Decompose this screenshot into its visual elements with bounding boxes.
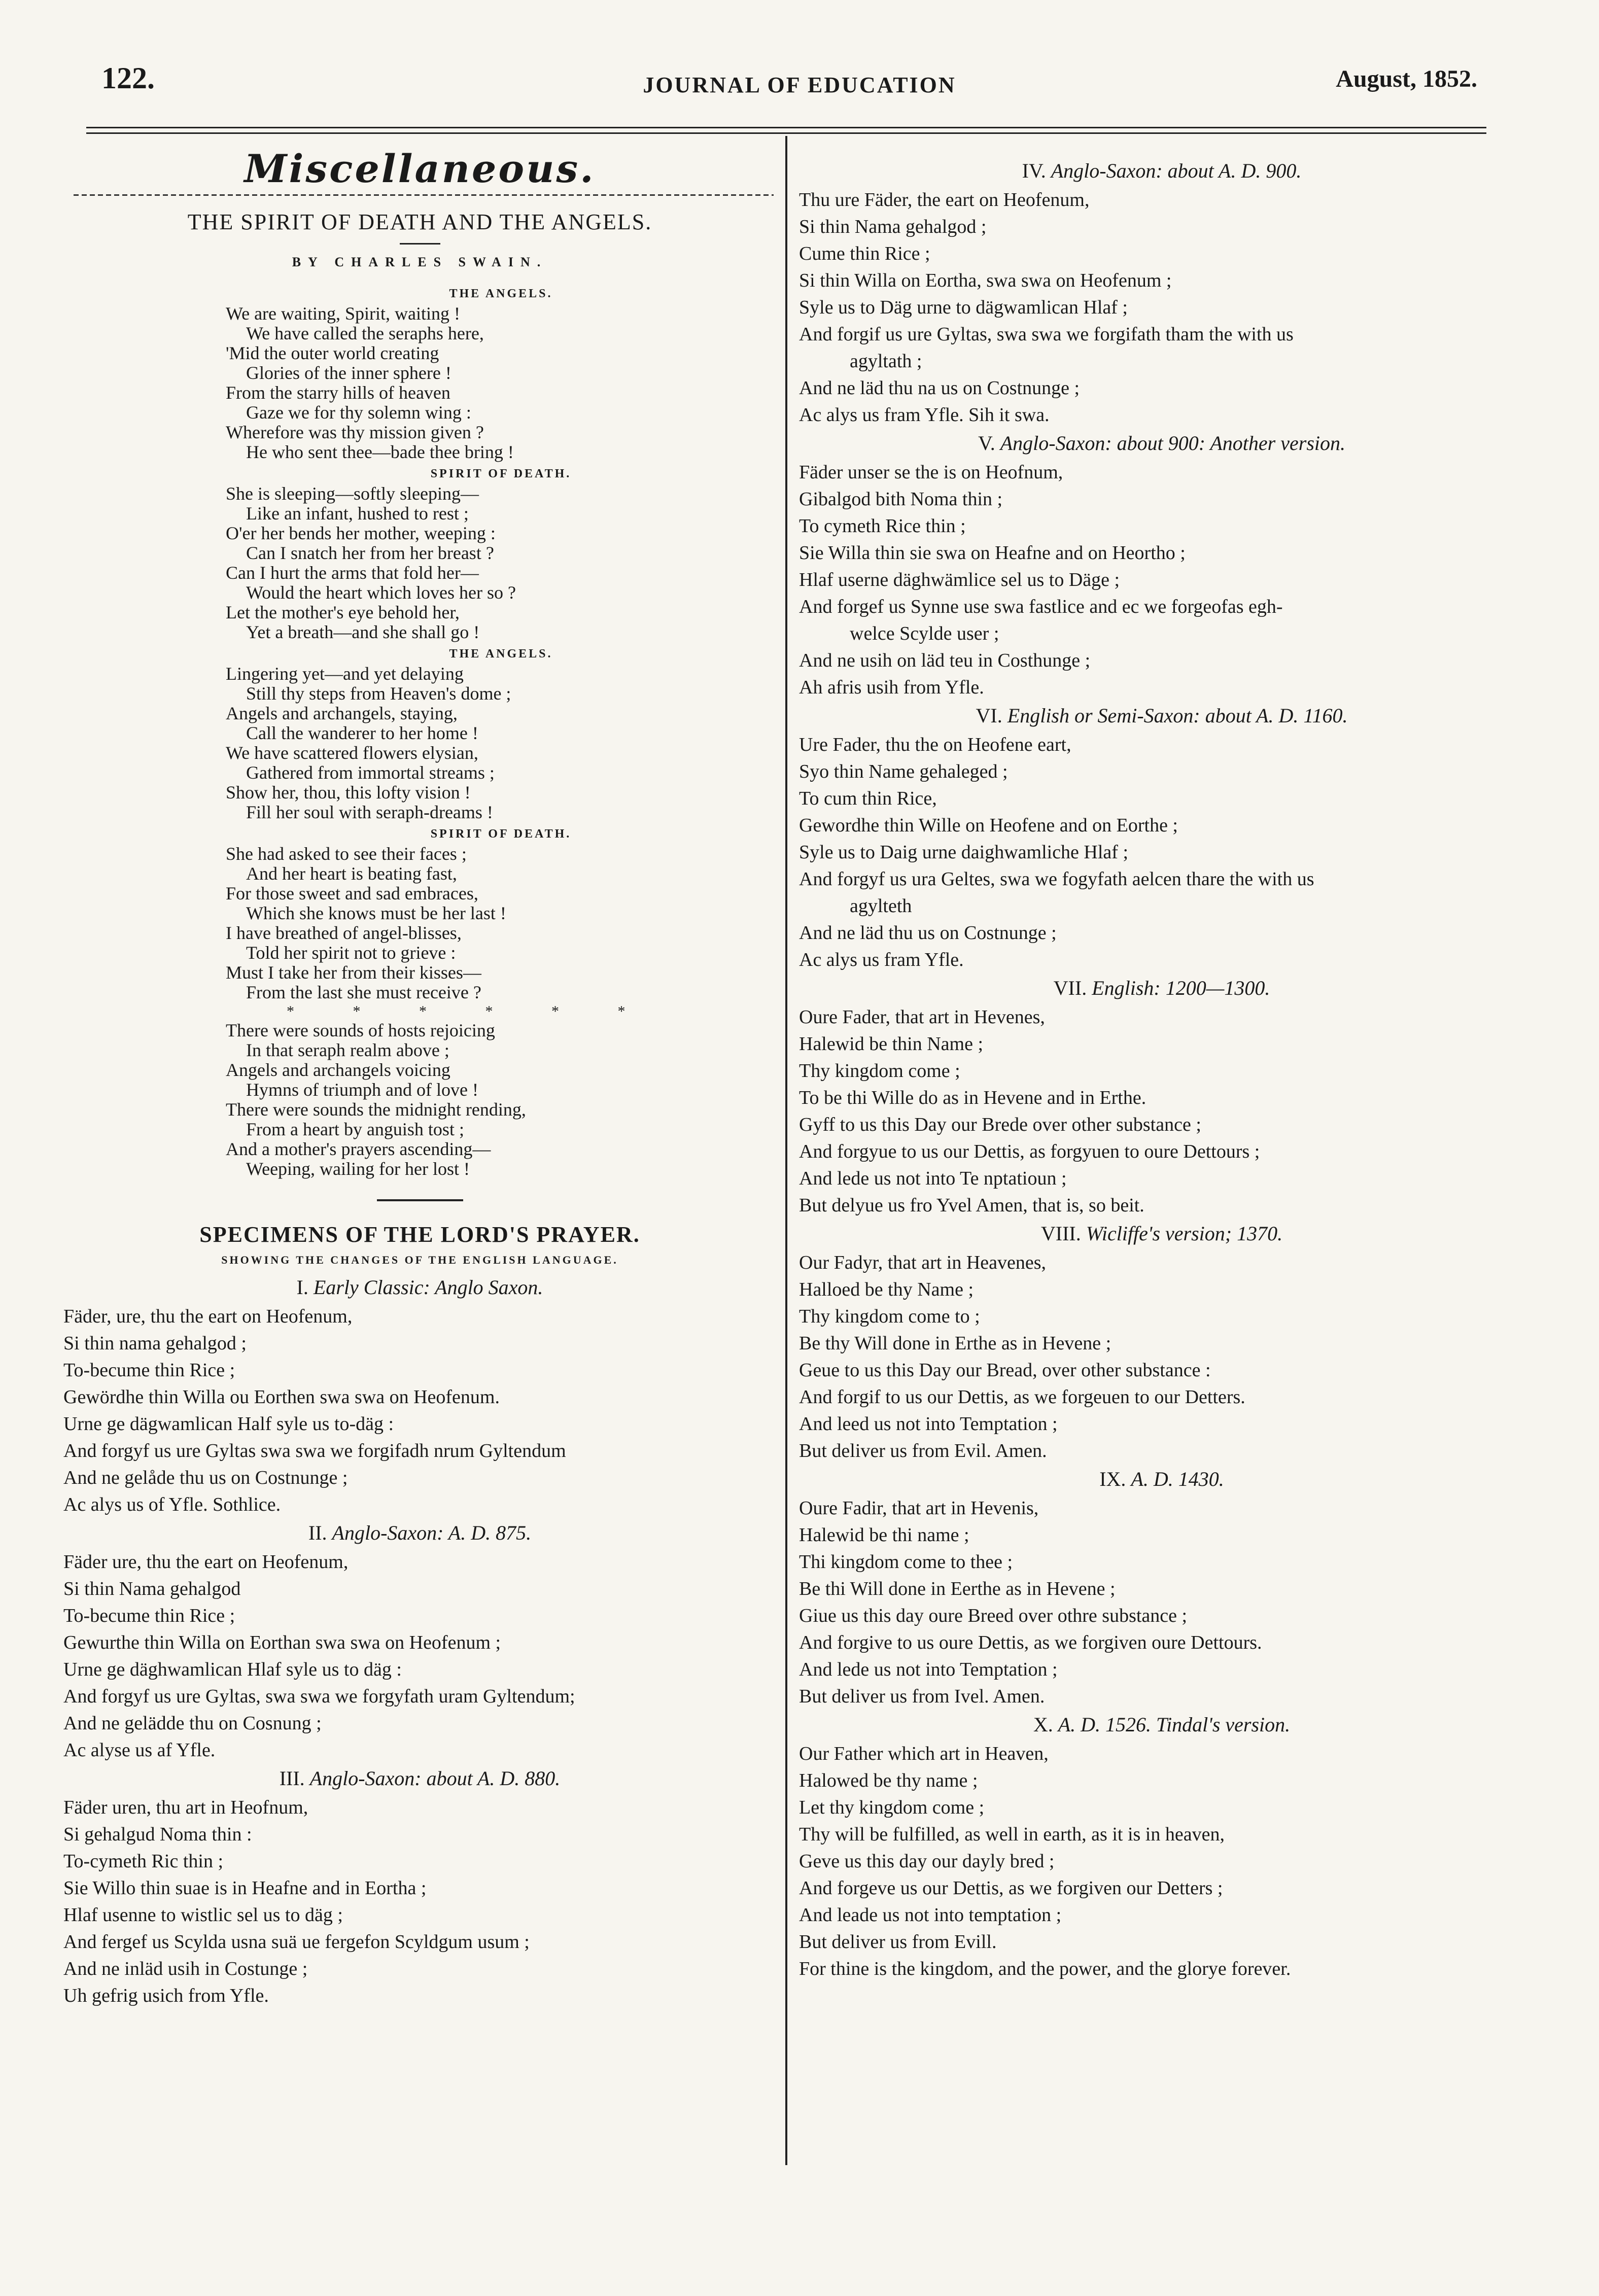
- section-heading: [799, 1468, 1524, 1491]
- prayer-line: Syle us to Daig urne daighwamliche Hlaf ;: [799, 842, 1129, 863]
- section-number: VI.: [976, 704, 1007, 727]
- prayer-line: Geve us this day our dayly bred ;: [799, 1851, 1055, 1872]
- prayer-line: And leade us not into temptation ;: [799, 1904, 1062, 1926]
- poem-line: From the starry hills of heaven: [226, 382, 450, 403]
- prayer-line: Oure Fader, that art in Hevenes,: [799, 1006, 1045, 1028]
- prayer-line: Thu ure Fäder, the eart on Heofenum,: [799, 189, 1090, 211]
- prayer-line: To-cymeth Ric thin ;: [63, 1851, 224, 1872]
- poem-line: Fill her soul with seraph-dreams !: [246, 802, 493, 822]
- section-heading: [63, 1276, 776, 1299]
- prayer-line: Thy kingdom come to ;: [799, 1306, 980, 1327]
- poem-line: 'Mid the outer world creating: [226, 343, 439, 363]
- prayer-line: And ne gelädde thu on Cosnung ;: [63, 1713, 322, 1734]
- section-heading: [799, 1222, 1524, 1245]
- prayer-line: Our Father which art in Heaven,: [799, 1743, 1049, 1764]
- prayer-line: And lede us not into Te nptatioun ;: [799, 1168, 1067, 1189]
- poem-body: [226, 287, 776, 1179]
- prayer-line: But deliver us from Ivel. Amen.: [799, 1686, 1045, 1707]
- prayer-line: Fäder unser se the is on Heofnum,: [799, 462, 1063, 483]
- prayer-line: But deliver us from Evil. Amen.: [799, 1440, 1047, 1462]
- section-label: Early Classic: Anglo Saxon.: [313, 1276, 543, 1299]
- prayer-line: Halowed be thy name ;: [799, 1770, 978, 1791]
- section-number: I.: [296, 1276, 314, 1299]
- poem-line: Wherefore was thy mission given ?: [226, 422, 484, 442]
- prayer-line: Thy will be fulfilled, as well in earth, as it is in heaven,: [799, 1824, 1225, 1845]
- prayer-line: Ac alyse us af Yfle.: [63, 1740, 216, 1761]
- poem-line: She is sleeping—softly sleeping—: [226, 483, 479, 504]
- prayer-line: Thy kingdom come ;: [799, 1060, 960, 1082]
- poem-line: Still thy steps from Heaven's dome ;: [246, 683, 511, 704]
- prayer-line: Fäder, ure, thu the eart on Heofenum,: [63, 1306, 353, 1327]
- section-number: VII.: [1053, 977, 1092, 999]
- poem-line: From a heart by anguish tost ;: [246, 1119, 464, 1139]
- section-label: English or Semi-Saxon: about A. D. 1160.: [1007, 704, 1348, 727]
- poem-line: Show her, thou, this lofty vision !: [226, 782, 471, 803]
- poem-line: Weeping, wailing for her lost !: [246, 1159, 470, 1179]
- prayer-line: And ne inläd usih in Costunge ;: [63, 1958, 308, 1979]
- poem-line: Yet a breath—and she shall go !: [246, 622, 480, 642]
- prayer-line: welce Scylde user ;: [850, 623, 999, 644]
- section-heading: [799, 704, 1524, 727]
- prayer-line: To cymeth Rice thin ;: [799, 515, 966, 537]
- prayer-line: Si thin nama gehalgod ;: [63, 1333, 247, 1354]
- prayer-line: Oure Fadir, that art in Hevenis,: [799, 1498, 1039, 1519]
- section-title: Miscellaneous.: [244, 146, 596, 191]
- poem-line: We have called the seraphs here,: [246, 323, 484, 343]
- stanza-speaker: THE ANGELS.: [449, 287, 553, 300]
- left-column: [63, 136, 776, 2009]
- prayer-line: Ure Fader, thu the on Heofene eart,: [799, 734, 1071, 755]
- specimens-title: SPECIMENS OF THE LORD'S PRAYER.: [199, 1222, 640, 1247]
- poem-line: Call the wanderer to her home !: [246, 723, 478, 743]
- journal-title: JOURNAL OF EDUCATION: [643, 73, 956, 97]
- prayer-line: And forgeve us our Dettis, as we forgiven our Detters ;: [799, 1877, 1223, 1899]
- prayer-line: Halewid be thi name ;: [799, 1524, 969, 1546]
- prayer-line: Halloed be thy Name ;: [799, 1279, 974, 1300]
- prayer-line: To-becume thin Rice ;: [63, 1605, 235, 1626]
- stars-divider: * * * * * *: [287, 1003, 653, 1020]
- prayer-line: Sie Willo thin suae is in Heafne and in Eortha ;: [63, 1877, 427, 1899]
- poem-line: And her heart is beating fast,: [246, 863, 457, 884]
- right-column: [799, 136, 1524, 1982]
- section-label: Anglo-Saxon: about A. D. 900.: [1051, 159, 1302, 182]
- poem-line: Can I hurt the arms that fold her—: [226, 563, 479, 583]
- prayer-line: Our Fadyr, that art in Heavenes,: [799, 1252, 1047, 1273]
- poem-line: Must I take her from their kisses—: [226, 962, 481, 983]
- poem-line: Which she knows must be her last !: [246, 903, 506, 923]
- prayer-line: And leed us not into Temptation ;: [799, 1413, 1058, 1435]
- header-rule: [86, 127, 1486, 134]
- section-label: Anglo-Saxon: A. D. 875.: [332, 1521, 532, 1544]
- prayer-line: To cum thin Rice,: [799, 788, 937, 809]
- poem-line: We are waiting, Spirit, waiting !: [226, 303, 460, 324]
- prayer-line: And ne usih on läd teu in Costhunge ;: [799, 650, 1091, 671]
- prayer-line: Ac alys us of Yfle. Sothlice.: [63, 1494, 281, 1515]
- column-divider: [785, 136, 787, 2165]
- poem-byline: BY CHARLES SWAIN.: [292, 255, 548, 269]
- prayer-line: Giue us this day oure Breed over othre substance ;: [799, 1605, 1188, 1626]
- prayer-line: Urne ge dägwamlican Half syle us to-däg :: [63, 1413, 394, 1435]
- section-heading: [799, 432, 1524, 455]
- prayer-line: And fergef us Scylda usna suä ue fergefon Scyldgum usum ;: [63, 1931, 530, 1953]
- section-number: X.: [1033, 1713, 1058, 1736]
- prayer-line: Syle us to Däg urne to dägwamlican Hlaf ;: [799, 297, 1128, 318]
- poem-line: Can I snatch her from her breast ?: [246, 543, 494, 563]
- section-heading: [63, 1767, 776, 1790]
- poem-line: I have breathed of angel-blisses,: [226, 923, 462, 943]
- prayer-line: And forgyf us ure Gyltas swa swa we forgifadh nrum Gyltendum: [63, 1440, 566, 1462]
- prayer-line: Gyff to us this Day our Brede over other substance ;: [799, 1114, 1201, 1135]
- poem-line: Hymns of triumph and of love !: [246, 1080, 478, 1100]
- section-number: IX.: [1099, 1468, 1131, 1490]
- section-number: VIII.: [1040, 1222, 1086, 1245]
- prayer-line: Syo thin Name gehaleged ;: [799, 761, 1008, 782]
- prayer-line: But delyue us fro Yvel Amen, that is, so beit.: [799, 1195, 1144, 1216]
- section-number: V.: [978, 432, 1000, 455]
- section-label: A. D. 1526. Tindal's version.: [1058, 1713, 1291, 1736]
- prayer-line: For thine is the kingdom, and the power, and the glorye forever.: [799, 1958, 1291, 1979]
- prayer-line: Geue to us this Day our Bread, over other substance :: [799, 1360, 1211, 1381]
- prayer-line: And forgef us Synne use swa fastlice and ec we forgeofas egh-: [799, 596, 1283, 617]
- poem-line: O'er her bends her mother, weeping :: [226, 523, 496, 543]
- poem-line: For those sweet and sad embraces,: [226, 883, 478, 903]
- poem-line: There were sounds the midnight rending,: [226, 1099, 526, 1120]
- poem-line: Gaze we for thy solemn wing :: [246, 402, 471, 423]
- poem-line: Angels and archangels, staying,: [226, 703, 458, 723]
- prayer-line: And ne gelåde thu us on Costnunge ;: [63, 1467, 348, 1488]
- section-label: Anglo-Saxon: about A. D. 880.: [309, 1767, 561, 1790]
- section-label: English: 1200—1300.: [1092, 977, 1270, 999]
- wavy-rule: [74, 194, 774, 196]
- prayer-line: Si thin Nama gehalgod ;: [799, 216, 987, 237]
- section-number: III.: [279, 1767, 310, 1790]
- section-heading: [799, 159, 1524, 183]
- prayer-line: Ac alys us fram Yfle. Sih it swa.: [799, 404, 1050, 426]
- page-number: 122.: [101, 61, 155, 95]
- prayer-line: Fäder uren, thu art in Heofnum,: [63, 1797, 308, 1818]
- prayer-line: And lede us not into Temptation ;: [799, 1659, 1058, 1680]
- prayer-line: Si thin Willa on Eortha, swa swa on Heofenum ;: [799, 270, 1172, 291]
- prayer-line: Uh gefrig usich from Yfle.: [63, 1985, 269, 2006]
- prayer-line: Thi kingdom come to thee ;: [799, 1551, 1013, 1573]
- section-heading: [63, 1521, 776, 1545]
- section-label: A. D. 1430.: [1131, 1468, 1224, 1490]
- section-number: II.: [308, 1521, 332, 1544]
- prayer-line: Let thy kingdom come ;: [799, 1797, 985, 1818]
- prayer-line: agylteth: [850, 895, 912, 917]
- prayer-line: Gibalgod bith Noma thin ;: [799, 489, 1003, 510]
- stanza-speaker: SPIRIT OF DEATH.: [430, 467, 572, 480]
- prayer-sections-left: [63, 1276, 776, 2009]
- prayer-line: To-becume thin Rice ;: [63, 1360, 235, 1381]
- section-label: Anglo-Saxon: about 900: Another version.: [1000, 432, 1345, 455]
- prayer-line: Gewordhe thin Wille on Heofene and on Eorthe ;: [799, 815, 1178, 836]
- prayer-sections-right: [799, 159, 1524, 1982]
- prayer-line: And forgive to us oure Dettis, as we forgiven oure Dettours.: [799, 1632, 1262, 1653]
- section-rule: [377, 1199, 463, 1201]
- poem-line: Glories of the inner sphere !: [246, 363, 451, 383]
- prayer-line: And forgyf us ure Gyltas, swa swa we forgyfath uram Gyltendum;: [63, 1686, 575, 1707]
- prayer-line: But deliver us from Evill.: [799, 1931, 997, 1953]
- stanza-speaker: THE ANGELS.: [449, 647, 553, 660]
- prayer-line: agyltath ;: [850, 351, 922, 372]
- prayer-line: And ne läd thu us on Costnunge ;: [799, 922, 1057, 944]
- poem-line: We have scattered flowers elysian,: [226, 743, 478, 763]
- poem-line: Let the mother's eye behold her,: [226, 602, 460, 622]
- prayer-line: And forgyf us ura Geltes, swa we fogyfath aelcen thare the with us: [799, 868, 1314, 890]
- prayer-line: Ah afris usih from Yfle.: [799, 677, 984, 698]
- prayer-line: Halewid be thin Name ;: [799, 1033, 984, 1055]
- prayer-line: Gewurthe thin Willa on Eorthan swa swa on Heofenum ;: [63, 1632, 501, 1653]
- prayer-line: Si thin Nama gehalgod: [63, 1578, 241, 1599]
- poem-line: There were sounds of hosts rejoicing: [226, 1020, 495, 1040]
- prayer-line: Urne ge däghwamlican Hlaf syle us to däg :: [63, 1659, 402, 1680]
- poem-line: Told her spirit not to grieve :: [246, 943, 456, 963]
- prayer-line: Hlaf userne däghwämlice sel us to Däge ;: [799, 569, 1120, 590]
- issue-date: August, 1852.: [1336, 65, 1477, 92]
- poem-line: He who sent thee—bade thee bring !: [246, 442, 514, 462]
- poem-line: In that seraph realm above ;: [246, 1040, 449, 1060]
- poem-line: Would the heart which loves her so ?: [246, 582, 516, 603]
- section-number: IV.: [1022, 159, 1051, 182]
- prayer-line: Si gehalgud Noma thin :: [63, 1824, 252, 1845]
- prayer-line: And ne läd thu na us on Costnunge ;: [799, 377, 1080, 399]
- section-label: Wicliffe's version; 1370.: [1086, 1222, 1283, 1245]
- prayer-line: And forgif us ure Gyltas, swa swa we forgifath tham the with us: [799, 324, 1294, 345]
- stanza-speaker: SPIRIT OF DEATH.: [430, 827, 572, 841]
- prayer-line: Fäder ure, thu the eart on Heofenum,: [63, 1551, 349, 1573]
- title-rule: [400, 243, 440, 245]
- page-header: [0, 61, 1599, 112]
- poem-line: She had asked to see their faces ;: [226, 844, 467, 864]
- section-heading: [799, 977, 1524, 1000]
- specimens-subtitle: SHOWING THE CHANGES OF THE ENGLISH LANGUAGE.: [221, 1254, 618, 1266]
- poem-line: From the last she must receive ?: [246, 982, 481, 1002]
- poem-title: THE SPIRIT OF DEATH AND THE ANGELS.: [187, 210, 652, 234]
- prayer-line: Hlaf usenne to wistlic sel us to däg ;: [63, 1904, 343, 1926]
- section-heading: [799, 1713, 1524, 1736]
- prayer-line: To be thi Wille do as in Hevene and in Erthe.: [799, 1087, 1146, 1108]
- prayer-line: Gewördhe thin Willa ou Eorthen swa swa on Heofenum.: [63, 1386, 500, 1408]
- poem-line: Lingering yet—and yet delaying: [226, 664, 464, 684]
- prayer-line: And forgif to us our Dettis, as we forgeuen to our Detters.: [799, 1386, 1245, 1408]
- prayer-line: Cume thin Rice ;: [799, 243, 930, 264]
- prayer-line: Ac alys us fram Yfle.: [799, 949, 964, 970]
- poem-line: Like an infant, hushed to rest ;: [246, 503, 469, 524]
- prayer-line: And forgyue to us our Dettis, as forgyuen to oure Dettours ;: [799, 1141, 1260, 1162]
- poem-line: Angels and archangels voicing: [226, 1060, 450, 1080]
- poem-line: Gathered from immortal streams ;: [246, 762, 495, 783]
- prayer-line: Be thi Will done in Eerthe as in Hevene ;: [799, 1578, 1116, 1599]
- prayer-line: Be thy Will done in Erthe as in Hevene ;: [799, 1333, 1111, 1354]
- prayer-line: Sie Willa thin sie swa on Heafne and on Heortho ;: [799, 542, 1186, 564]
- poem-line: And a mother's prayers ascending—: [226, 1139, 491, 1159]
